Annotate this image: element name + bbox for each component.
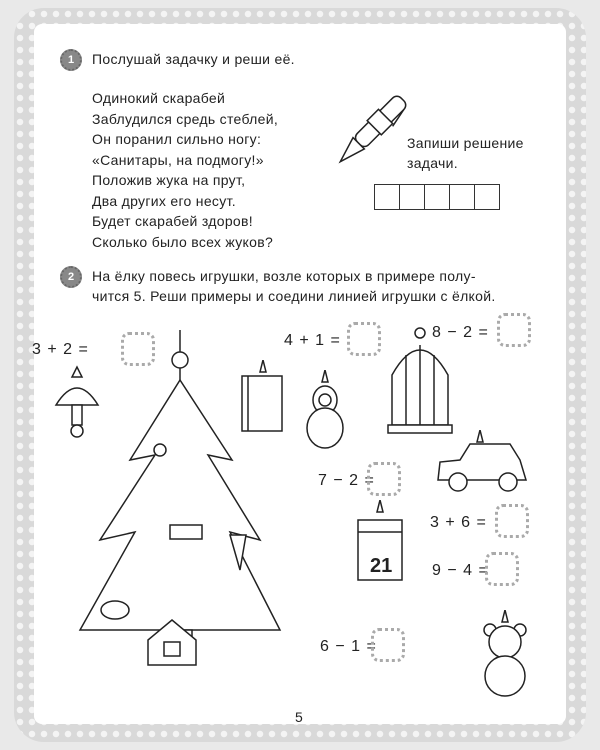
example-3: 8 − 2 =	[432, 324, 489, 341]
answer-cell[interactable]	[449, 184, 475, 210]
task-2-instruction-line1: На ёлку повесь игрушки, возле которых в примере полу-	[92, 268, 476, 284]
poem-line: Одинокий скарабей	[92, 90, 226, 106]
example-6: 9 − 4 =	[432, 562, 489, 579]
calendar-date: 21	[370, 555, 393, 577]
example-1: 3 + 2 =	[32, 341, 89, 358]
example-4-answer-box[interactable]	[367, 462, 401, 496]
example-2: 4 + 1 =	[284, 332, 341, 349]
example-5: 3 + 6 =	[430, 514, 487, 531]
example-6-answer-box[interactable]	[485, 552, 519, 586]
example-2-answer-box[interactable]	[347, 322, 381, 356]
example-7: 6 − 1 =	[320, 638, 377, 655]
task-2-number-badge: 2	[60, 266, 82, 288]
poem-line: Положив жука на прут,	[92, 172, 246, 188]
matryoshka-ornament-icon	[300, 370, 350, 450]
poem-line: Заблудился средь стеблей,	[92, 110, 279, 127]
car-ornament-icon	[430, 430, 530, 500]
answer-cell[interactable]	[399, 184, 425, 210]
example-4: 7 − 2 =	[318, 472, 375, 489]
task-2-instruction-line2: чится 5. Реши примеры и соедини линией игрушки с ёлкой.	[92, 288, 496, 304]
poem-line: Сколько было всех жуков?	[92, 233, 274, 250]
task-1-instruction: Послушай задачку и реши её.	[92, 51, 295, 67]
example-3-answer-box[interactable]	[497, 313, 531, 347]
answer-cell[interactable]	[474, 184, 500, 210]
book-ornament-icon	[238, 360, 288, 435]
answer-cell[interactable]	[374, 184, 400, 210]
answer-prompt-line2: задачи.	[407, 155, 458, 171]
task-1-number-badge: 1	[60, 49, 82, 71]
example-1-answer-box[interactable]	[121, 332, 155, 366]
poem	[92, 88, 278, 252]
pen-icon	[330, 90, 410, 175]
page-number: 5	[295, 709, 303, 725]
answer-prompt-line1: Запиши решение	[407, 135, 524, 151]
poem-line: Он поранил сильно ногу:	[92, 131, 262, 147]
mushroom-ornament-icon	[52, 365, 102, 445]
example-5-answer-box[interactable]	[495, 504, 529, 538]
birdcage-ornament-icon	[380, 325, 460, 445]
answer-cell[interactable]	[424, 184, 450, 210]
teddy-bear-ornament-icon	[470, 610, 540, 700]
answer-cells[interactable]	[375, 184, 500, 210]
poem-line: Два других его несут.	[92, 192, 236, 209]
example-7-answer-box[interactable]	[371, 628, 405, 662]
poem-line: Будет скарабей здоров!	[92, 213, 253, 229]
poem-line: «Санитары, на подмогу!»	[92, 151, 264, 168]
